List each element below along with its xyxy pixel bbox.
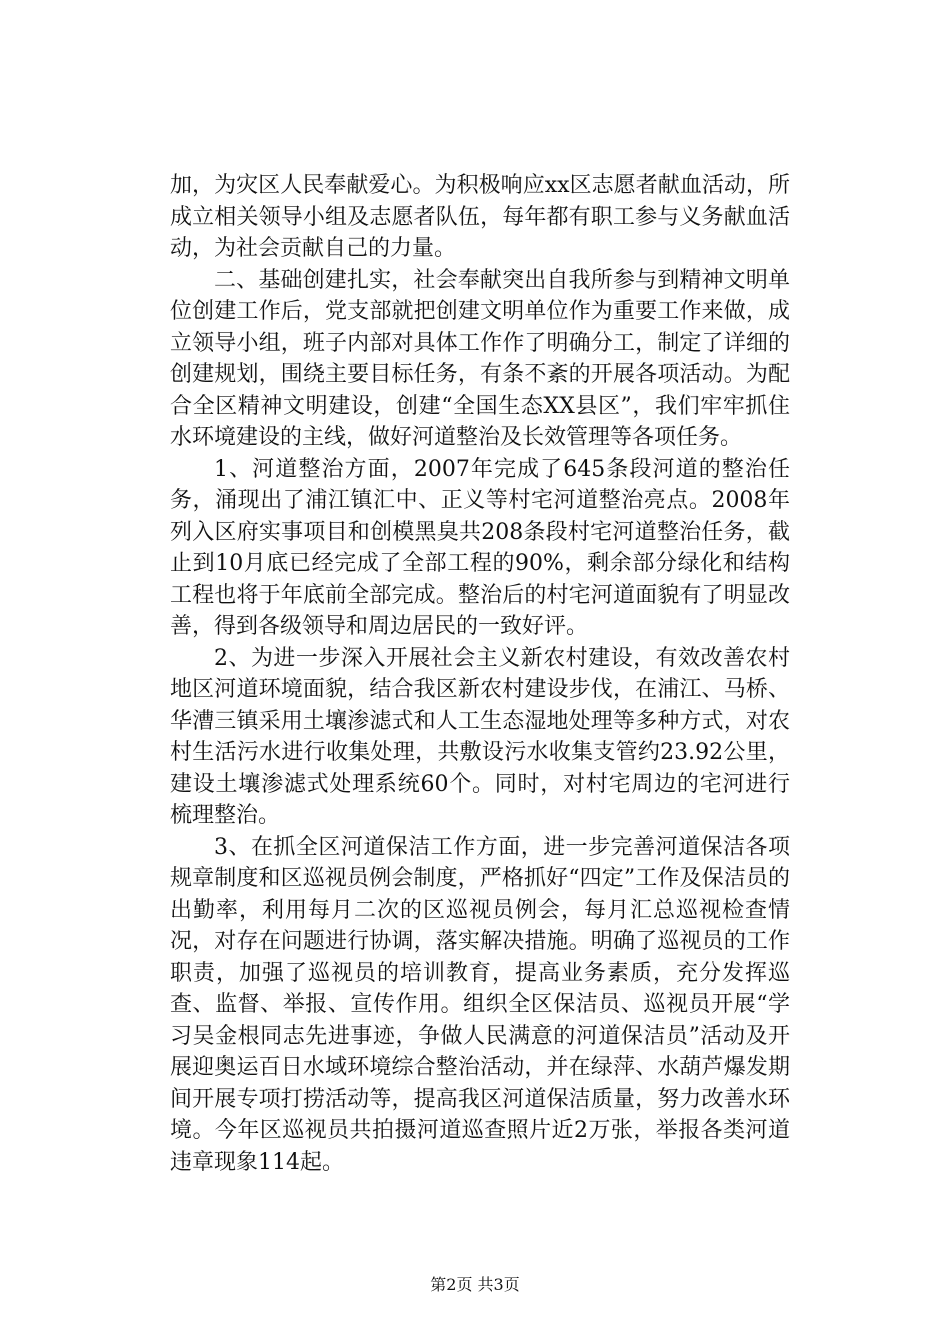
paragraph-section-two: 二、基础创建扎实，社会奉献突出自我所参与到精神文明单位创建工作后，党支部就把创建文明单位作为重要工作来做，成立领导小组，班子内部对具体工作作了明确分工，制定了详细的创建规划，围绕主要目标任务，有条不紊的开展各项活动。为配合全区精神文明建设，创建“全国生态XX县区”，我们牢牢抓住水环境建设的主线，做好河道整治及长效管理等各项任务。 <box>170 267 790 450</box>
paragraph-item-one: 1、河道整治方面，2007年完成了645条段河道的整治任务，涌现出了浦江镇汇中、正义等村宅河道整治亮点。2008年列入区府实事项目和创模黑臭共208条段村宅河道整治任务，截止到10月底已经完成了全部工程的90%，剩余部分绿化和结构工程也将于年底前全部完成。整治后的村宅河道面貌有了明显改善，得到各级领导和周边居民的一致好评。 <box>170 456 790 639</box>
paragraph-continuation: 加，为灾区人民奉献爱心。为积极响应xx区志愿者献血活动，所成立相关领导小组及志愿者队伍，每年都有职工参与义务献血活动，为社会贡献自己的力量。 <box>170 173 790 261</box>
paragraph-item-two: 2、为进一步深入开展社会主义新农村建设，有效改善农村地区河道环境面貌，结合我区新农村建设步伐，在浦江、马桥、华漕三镇采用土壤渗滤式和人工生态湿地处理等多种方式，对农村生活污水进行收集处理，共敷设污水收集支管约23.92公里，建设土壤渗滤式处理系统60个。同时，对村宅周边的宅河进行梳理整治。 <box>170 645 790 828</box>
document-body <box>170 170 790 1178</box>
paragraph-item-three: 3、在抓全区河道保洁工作方面，进一步完善河道保洁各项规章制度和区巡视员例会制度，严格抓好“四定”工作及保洁员的出勤率，利用每月二次的区巡视员例会，每月汇总巡视检查情况，对存在问题进行协调，落实解决措施。明确了巡视员的工作职责，加强了巡视员的培训教育，提高业务素质，充分发挥巡查、监督、举报、宣传作用。组织全区保洁员、巡视员开展“学习吴金根同志先进事迹，争做人民满意的河道保洁员”活动及开展迎奥运百日水域环境综合整治活动，并在绿萍、水葫芦爆发期间开展专项打捞活动等，提高我区河道保洁质量，努力改善水环境。今年区巡视员共拍摄河道巡查照片近2万张，举报各类河道违章现象114起。 <box>170 834 790 1175</box>
page-number-footer: 第2页 共3页 <box>430 1275 520 1294</box>
